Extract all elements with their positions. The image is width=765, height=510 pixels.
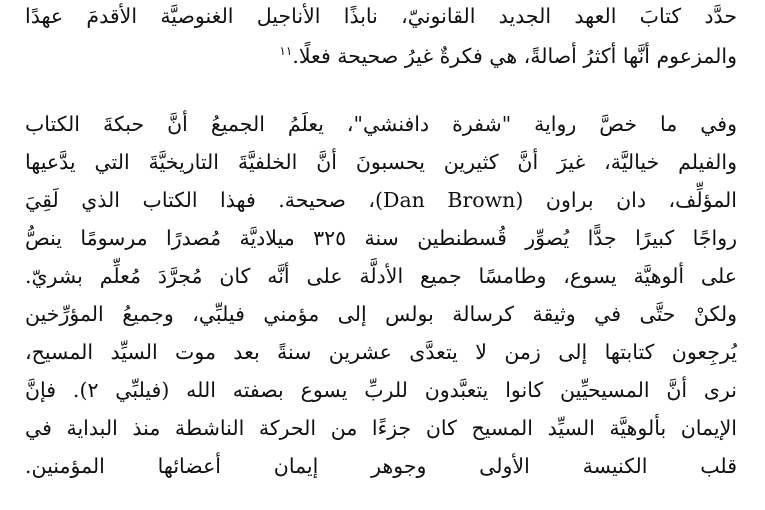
text-line: على ألوهيَّة يسوع، وطامسًا جميع الأدلَّة على أنَّه كان مُجرَّدَ مُعلِّم بشريّ. <box>25 264 737 288</box>
text-line: ولكنْ حتَّى في وثيقة كرسالة بولس إلى مؤمني فيلبِّي، وجميعُ المؤرِّخين <box>25 302 737 326</box>
text-line: وفي ما خصَّ رواية "شفرة دافنشي"، يعلَمُ الجميعُ أنَّ حبكةَ الكتاب <box>25 112 737 136</box>
text-line <box>25 44 737 68</box>
text-line: قلب الكنيسة الأولى وجوهر إيمان أعضائها المؤمنين. <box>25 454 737 478</box>
text-line: رواجًا كبيرًا جدًّا يُصوِّر قُسطنطين سنة ٣٢٥ ميلاديَّة مُصدرًا مرسومًا ينصُّ <box>25 226 737 250</box>
text-line: نرى أنَّ المسيحيِّين كانوا يتعبَّدون للربِّ يسوع بصفته الله (فيلبِّي ٢). فإنَّ <box>25 378 737 402</box>
text-line: حدَّد كتابَ العهد الجديد القانونيّ، نابذًا الأناجيل الغنوصيَّة الأقدمَ عهدًا <box>25 4 737 28</box>
text-line: والفيلم خياليَّة، غيرَ أنَّ كثيرين يحسبونَ أنَّ الخلفيَّةَ التاريخيَّةَ التي يدَّعيها <box>25 150 737 174</box>
text-line: يُرجِعون كتابتها إلى زمن لا يتعدَّى عشرين سنةً بعد موت السيِّد المسيح، <box>25 340 737 364</box>
text-line: المؤلِّف، دان براون (Dan Brown)، صحيحة. فهذا الكتاب الذي لَقِيَ <box>25 188 737 212</box>
text-line-content: والمزعوم أنَّها أكثرُ أصالةً، هي فكرةٌ غيرُ صحيحة فعلًا. <box>292 44 737 68</box>
footnote-reference: ١١ <box>279 44 293 59</box>
text-line: الإيمان بألوهيَّة السيِّد المسيح كان جزءًا من الحركة الناشطة منذ البداية في <box>25 416 737 440</box>
